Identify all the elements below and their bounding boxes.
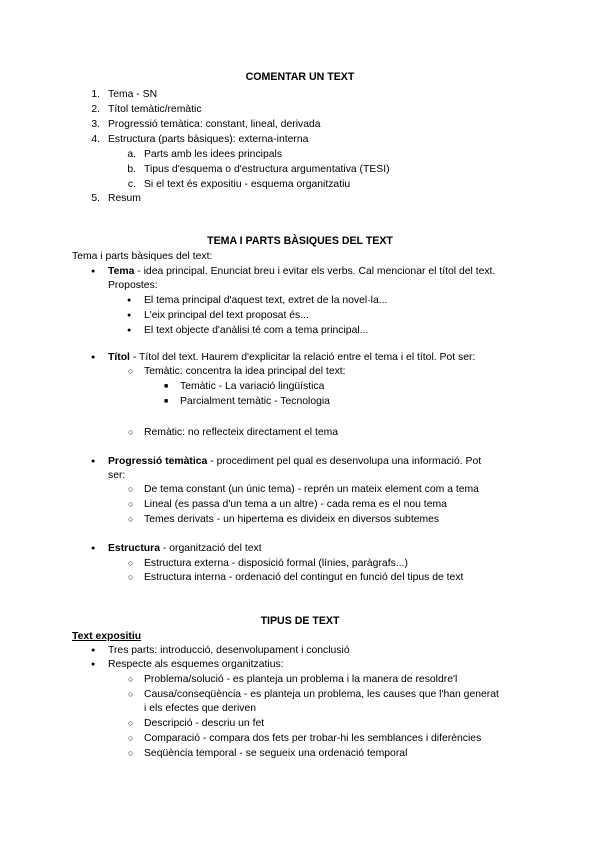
list-letter: a. xyxy=(127,149,136,160)
list-number: 3. xyxy=(91,119,100,130)
list-subitem: Tipus d'esquema o d'estructura argumentativa (TESI) xyxy=(144,164,390,175)
section-title-comentar: COMENTAR UN TEXT xyxy=(245,71,355,83)
list-number: 1. xyxy=(91,89,100,100)
term-tema: Tema xyxy=(108,266,135,277)
progressio-cont: ser: xyxy=(108,470,126,481)
list-item: Resum xyxy=(108,193,141,204)
term-estructura: Estructura xyxy=(108,543,160,554)
rematic-item: ○ Remàtic: no reflecteix directament el tema xyxy=(144,425,338,440)
list-subitem: Si el text és expositiu - esquema organitzatiu xyxy=(144,179,351,190)
bullet-tema xyxy=(108,264,495,279)
list-number: 5. xyxy=(91,193,100,204)
list-subitem: Parts amb les idees principals xyxy=(144,149,283,160)
tematic-subitem: ■ Parcialment temàtic - Tecnologia xyxy=(180,394,330,409)
list-letter: b. xyxy=(127,164,136,175)
progressio-item: ○ Lineal (es passa d'un tema a un altre) - cada rema es el nou tema xyxy=(144,497,447,512)
esquema-item: ○ Comparació - compara dos fets per trobar-hi les semblances i diferències xyxy=(144,731,481,746)
bullet-estructura xyxy=(108,541,262,556)
esquema-item: ○ Descripció - descriu un fet xyxy=(144,716,264,731)
subtitle-expositiu: Text expositiu xyxy=(72,631,142,642)
esquema-item: ○ Problema/solució - es planteja un problema i la manera de resoldre'l xyxy=(144,672,457,687)
bullet-titol xyxy=(108,350,475,365)
estructura-item: ○ Estructura externa - disposició formal (línies, paràgrafs...) xyxy=(144,556,408,571)
section-intro: Tema i parts bàsiques del text: xyxy=(72,251,213,262)
section-title-tema: TEMA I PARTS BÀSIQUES DEL TEXT xyxy=(207,235,393,247)
list-number: 2. xyxy=(91,104,100,115)
section-title-tipus: TIPUS DE TEXT xyxy=(260,615,340,627)
list-item: Progressió temàtica: constant, lineal, derivada xyxy=(108,119,321,130)
titol-desc: - Títol del text. Haurem d'explicitar la relació entre el tema i el títol. Pot ser: xyxy=(129,352,476,363)
expositiu-item: ● Respecte als esquemes organitzatius: xyxy=(108,657,284,672)
estructura-desc: - organització del text xyxy=(159,543,262,554)
progressio-item: ○ De tema constant (un únic tema) - reprén un mateix element com a tema xyxy=(144,482,479,497)
expositiu-item: ● Tres parts: introducció, desenvolupament i conclusió xyxy=(108,643,350,658)
tematic-item: ○ Temàtic: concentra la idea principal del text: xyxy=(144,364,346,379)
example-item: ● El text objecte d'anàlisi té com a tema principal... xyxy=(144,323,368,338)
example-item: ● L'eix principal del text proposat és... xyxy=(144,308,309,323)
list-number: 4. xyxy=(91,134,100,145)
progressio-desc: - procediment pel qual es desenvolupa una informació. Pot xyxy=(207,456,482,467)
tematic-subitem: ■ Temàtic - La variació lingüística xyxy=(180,379,324,394)
tema-cont: Propostes: xyxy=(108,280,158,291)
esquema-item: ○ Seqüència temporal - se segueix una ordenació temporal xyxy=(144,746,407,761)
esquema-item: ○ Causa/conseqüència - es planteja un problema, les causes que l'han generat xyxy=(144,687,499,702)
list-letter: c. xyxy=(127,179,136,190)
progressio-item: ○ Temes derivats - un hipertema es divideix en diversos subtemes xyxy=(144,512,439,527)
list-item: Títol temàtic/remàtic xyxy=(108,104,202,115)
list-item: Estructura (parts bàsiques): externa-interna xyxy=(108,134,309,145)
list-item: Tema - SN xyxy=(108,89,158,100)
esquema-item-cont: i els efectes que deriven xyxy=(144,703,257,714)
tema-desc: - idea principal. Enunciat breu i evitar els verbs. Cal mencionar el títol del text. xyxy=(134,266,496,277)
example-item: ● El tema principal d'aquest text, extret de la novel·la... xyxy=(144,293,387,308)
term-titol: Títol xyxy=(108,352,130,363)
term-progressio: Progressió temàtica xyxy=(108,456,208,467)
estructura-item: ○ Estructura interna - ordenació del contingut en funció del tipus de text xyxy=(144,570,463,585)
bullet-progressio xyxy=(108,454,481,469)
